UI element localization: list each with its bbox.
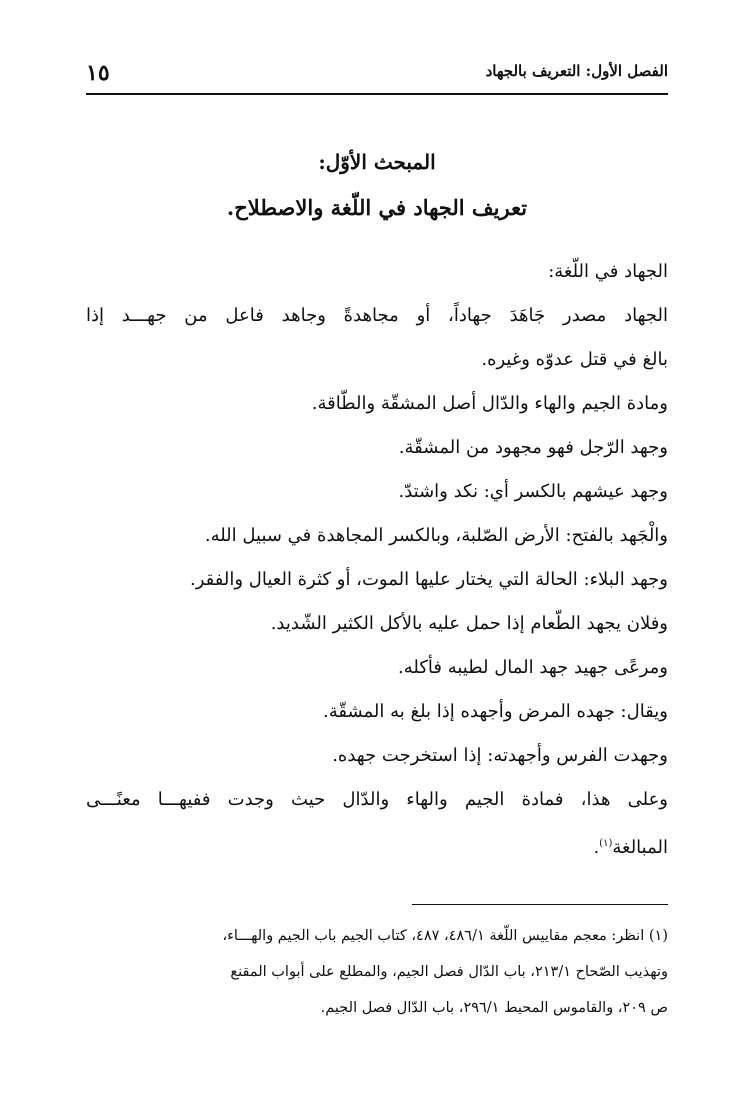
header-rule [86, 93, 668, 95]
paragraph-line: وجهد الرّجل فهو مجهود من المشقّة. [398, 437, 668, 458]
paragraph-line: والْجَهد بالفتح: الأرض الصّلبة، وبالكسر المجاهدة في سبيل الله. [204, 525, 668, 546]
paragraph-line-text: المبالغة [612, 837, 668, 858]
paragraph-line: الجهاد في اللّغة: [548, 261, 668, 282]
paragraph-line: بالغ في قتل عدوّه وغيره. [481, 349, 668, 370]
paragraph-line: وجهد عيشهم بالكسر أي: نكد واشتدّ. [398, 481, 668, 502]
period: . [593, 837, 600, 858]
paragraph-line: ويقال: جهده المرض وأجهده إذا بلغ به المشقّة. [322, 701, 668, 722]
paragraph-line: ومادة الجيم والهاء والدّال أصل المشقّة والطّاقة. [311, 393, 668, 414]
paragraph-line: وجهد البلاء: الحالة التي يختار عليها الموت، أو كثرة العيال والفقر. [190, 569, 668, 590]
footnote-rule [412, 904, 668, 905]
footnote-line: (١) انظر: معجم مقاييس اللّغة ٤٨٦/١، ٤٨٧، كتاب الجيم باب الجيم والهـــاء، [222, 928, 668, 944]
section-title: تعريف الجهاد في اللّغة والاصطلاح. [226, 195, 528, 220]
paragraph-line: وفلان يجهد الطّعام إذا حمل عليه بالأكل الكثير الشّديد. [270, 613, 668, 634]
chapter-title: الفصل الأول: التعريف بالجهاد [485, 62, 668, 80]
footnote-marker: (١) [599, 838, 613, 849]
paragraph-line: الجهاد مصدر جَاهَدَ جهاداً، أو مجاهدةً وجاهد فاعل من جهـــد إذا [86, 305, 668, 326]
footnote-line: وتهذيب الصّحاح ٢١٣/١، باب الدّال فصل الجيم، والمطلع على أبواب المقنع [230, 964, 668, 980]
section-label: المبحث الأوّل: [318, 150, 436, 174]
page-number: ١٥ [86, 60, 110, 86]
running-header [86, 58, 668, 98]
footnote [86, 918, 668, 1026]
footnote-line: ص ٢٠٩، والقاموس المحيط ٢٩٦/١، باب الدّال فصل الجيم. [320, 1000, 668, 1016]
paragraph-line: وجهدت الفرس وأجهدته: إذا استخرجت جهده. [332, 745, 668, 766]
paragraph-line: وعلى هذا، فمادة الجيم والهاء والدّال حيث وجدت ففيهـــا معنًـــى [86, 789, 668, 810]
paragraph-line: ومرعًى جهيد جهد المال لطيبه فأكله. [398, 657, 668, 678]
body-text [86, 250, 668, 866]
paragraph-line [86, 822, 668, 866]
